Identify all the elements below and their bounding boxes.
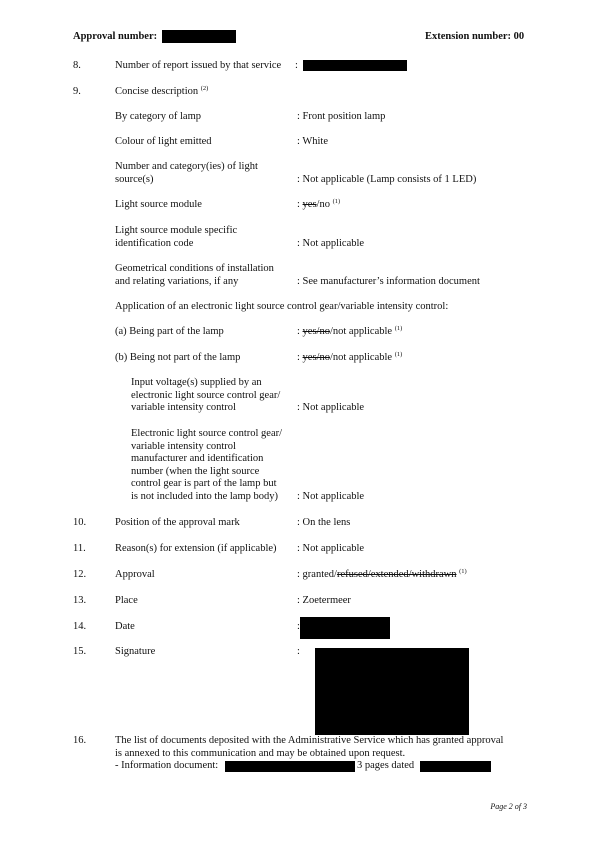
redacted-date bbox=[300, 617, 390, 639]
redacted-report-number bbox=[303, 60, 407, 71]
part-a-label: (a) Being part of the lamp bbox=[115, 326, 224, 337]
extension-reason-label: Reason(s) for extension (if applicable) bbox=[115, 543, 277, 554]
date-label: Date bbox=[115, 621, 135, 632]
extension-number: Extension number: 00 bbox=[425, 31, 525, 42]
item-number-11: 11. bbox=[73, 543, 86, 554]
light-source-label: Number and category(ies) of light source(s) bbox=[115, 161, 258, 185]
colour-value: : White bbox=[297, 136, 329, 147]
place-label: Place bbox=[115, 595, 138, 606]
redacted-approval-number bbox=[162, 30, 236, 43]
approval-number-label: Approval number: bbox=[73, 31, 158, 42]
redacted-information-document bbox=[225, 761, 355, 772]
item-number-16: 16. bbox=[73, 735, 87, 746]
colour-label: Colour of light emitted bbox=[115, 136, 212, 147]
approval-label: Approval bbox=[115, 569, 155, 580]
approval-value: : granted/refused/extended/withdrawn $^{(1)}$ bbox=[297, 568, 467, 580]
item-number-15: 15. bbox=[73, 646, 87, 657]
input-voltage-label: Input voltage(s) supplied by an electronic light source control gear/ variable intensity control bbox=[131, 377, 281, 413]
documents-text: The list of documents deposited with the Administrative Service which has granted approval is annexed to this communication and may be obtained upon request. - Information document: 3 pages dated bbox=[115, 735, 504, 771]
report-number-sep: : bbox=[295, 60, 298, 71]
light-source-value: : Not applicable (Lamp consists of 1 LED) bbox=[297, 174, 477, 185]
redacted-document-date bbox=[420, 761, 491, 772]
concise-description-label: Concise description $^{(2)}$ bbox=[115, 85, 209, 97]
control-gear-label: Electronic light source control gear/ variable intensity control manufacturer and identification number (when the light source control gear is part of the lamp but is not included into the lamp body) bbox=[131, 428, 283, 502]
item-number-12: 12. bbox=[73, 569, 87, 580]
approval-mark-label: Position of the approval mark bbox=[115, 517, 240, 528]
module-value: : yes/no $^{(1)}$ bbox=[297, 198, 341, 210]
module-code-value: : Not applicable bbox=[297, 238, 365, 249]
signature-label: Signature bbox=[115, 646, 156, 657]
information-document-label: - Information document: bbox=[115, 760, 219, 771]
extension-reason-value: : Not applicable bbox=[297, 543, 365, 554]
item-number-9: 9. bbox=[73, 86, 81, 97]
item-number-13: 13. bbox=[73, 595, 87, 606]
application-text: Application of an electronic light source control gear/variable intensity control: bbox=[115, 301, 449, 312]
part-b-value: : yes/no/not applicable $^{(1)}$ bbox=[297, 351, 403, 363]
item-number-10: 10. bbox=[73, 517, 87, 528]
part-a-value: : yes/no/not applicable $^{(1)}$ bbox=[297, 325, 403, 337]
date-sep: : bbox=[297, 621, 300, 632]
control-gear-value: : Not applicable bbox=[297, 491, 365, 502]
page-number: Page 2 of 3 bbox=[490, 802, 527, 811]
module-label: Light source module bbox=[115, 199, 202, 210]
geometrical-value: : See manufacturer’s information document bbox=[297, 276, 480, 287]
item-number-8: 8. bbox=[73, 60, 81, 71]
place-value: : Zoetermeer bbox=[297, 595, 351, 606]
signature-sep: : bbox=[297, 646, 300, 657]
category-label: By category of lamp bbox=[115, 111, 202, 122]
item-number-14: 14. bbox=[73, 621, 87, 632]
pages-dated-label: 3 pages dated bbox=[357, 760, 415, 771]
input-voltage-value: : Not applicable bbox=[297, 402, 365, 413]
redacted-signature bbox=[315, 648, 469, 735]
geometrical-label: Geometrical conditions of installation and relating variations, if any bbox=[115, 263, 274, 287]
report-number-label: Number of report issued by that service bbox=[115, 60, 282, 71]
module-code-label: Light source module specific identification code bbox=[115, 225, 238, 249]
category-value: : Front position lamp bbox=[297, 111, 386, 122]
part-b-label: (b) Being not part of the lamp bbox=[115, 352, 241, 363]
approval-mark-value: : On the lens bbox=[297, 517, 351, 528]
